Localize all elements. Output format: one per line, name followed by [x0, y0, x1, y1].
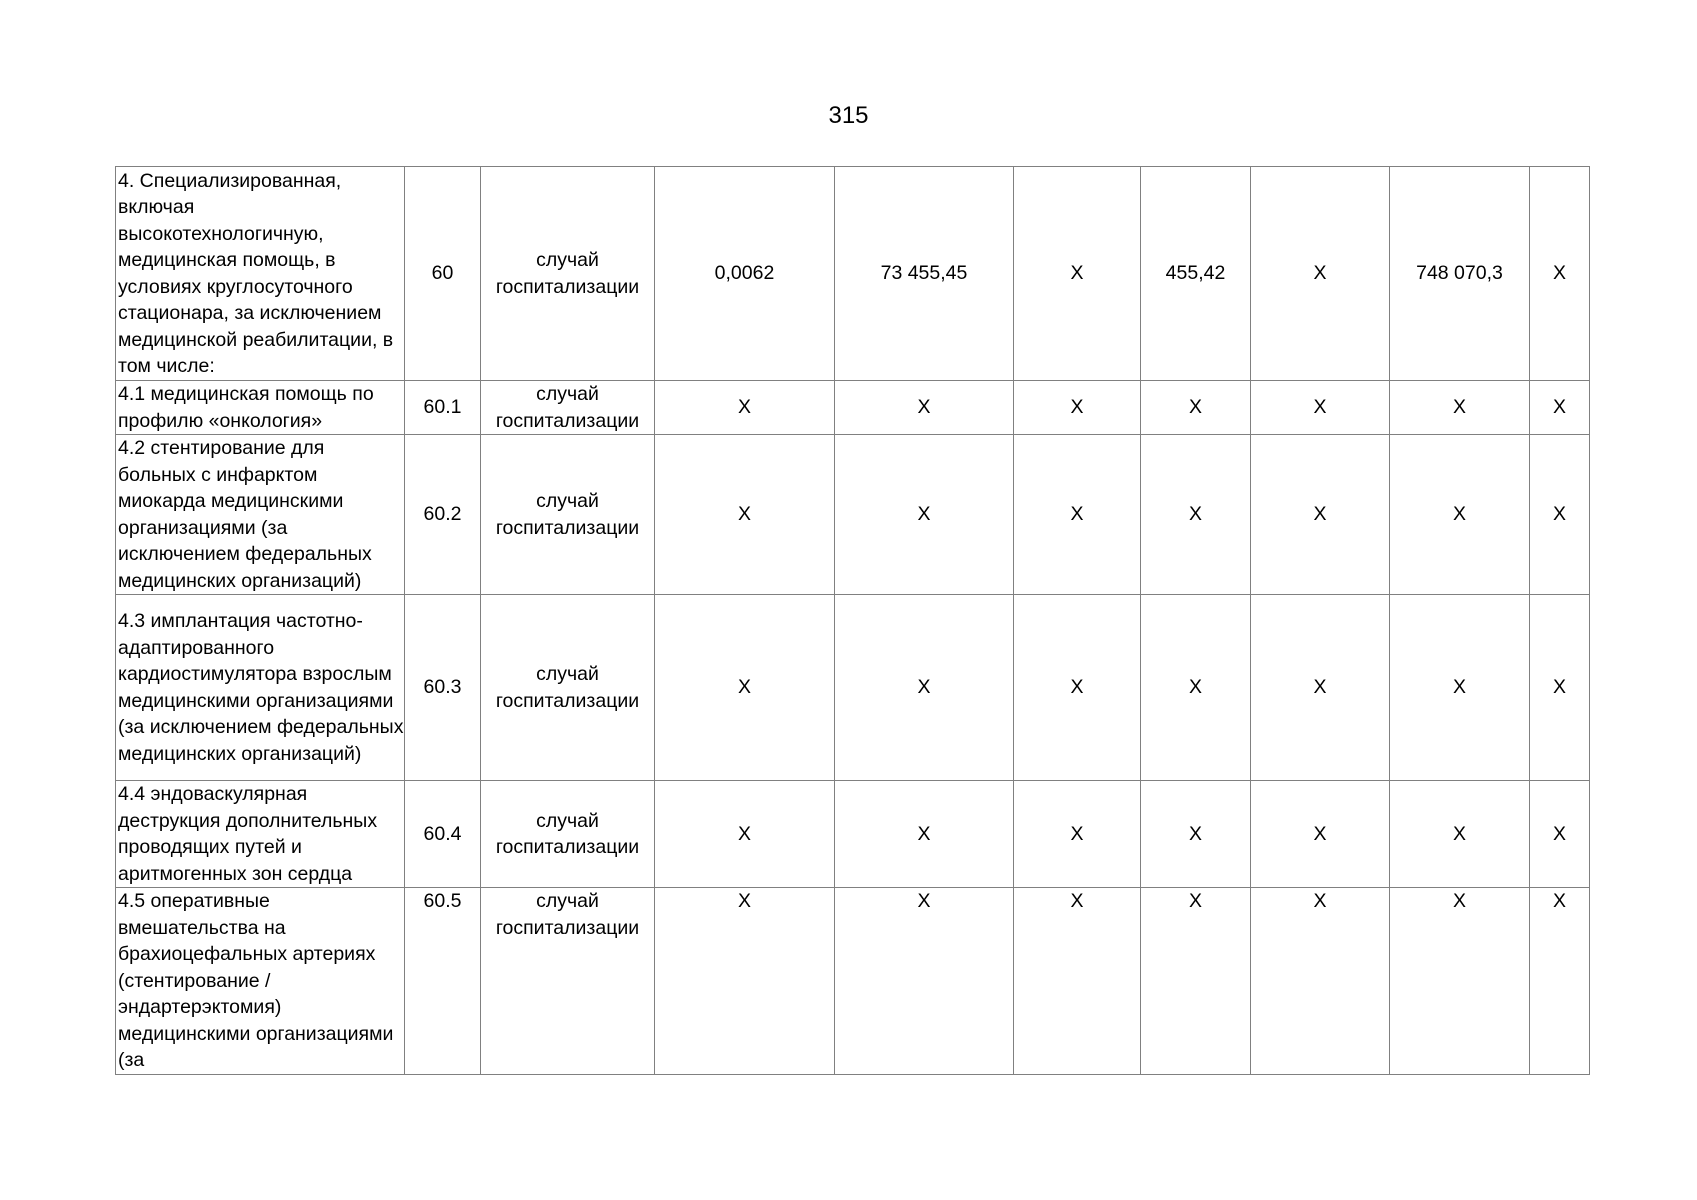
row-name-cell: 4. Специализированная, включая высокотехнологичную, медицинская помощь, в условиях круглосуточного стационара, за исключением медицинской реабилитации, в том числе:: [116, 167, 405, 381]
row-value-cell: Х: [1390, 888, 1530, 1075]
table-row: [116, 781, 1590, 888]
row-value-cell: 748 070,3: [1390, 167, 1530, 381]
row-value-cell: Х: [1014, 167, 1141, 381]
row-code-cell: 60: [405, 167, 481, 381]
row-value-cell: Х: [1390, 781, 1530, 888]
row-value-cell: Х: [1141, 888, 1251, 1075]
row-unit-cell: случай госпитализации: [481, 435, 655, 595]
row-value-cell: Х: [655, 435, 835, 595]
row-value-cell: Х: [835, 781, 1014, 888]
row-value-cell: Х: [1530, 781, 1590, 888]
row-name-cell: 4.2 стентирование для больных с инфарктом миокарда медицинскими организациями (за исключением федеральных медицинских организаций): [116, 435, 405, 595]
row-value-cell: 73 455,45: [835, 167, 1014, 381]
page-number: 315: [828, 102, 869, 129]
row-value-cell: Х: [1251, 781, 1390, 888]
row-value-cell: Х: [1014, 595, 1141, 781]
row-value-cell: Х: [655, 888, 835, 1075]
row-value-cell: Х: [1251, 435, 1390, 595]
table-row: [116, 167, 1590, 381]
row-value-cell: Х: [1014, 781, 1141, 888]
row-value-cell: Х: [655, 781, 835, 888]
row-value-cell: Х: [1141, 595, 1251, 781]
row-name-cell: 4.3 имплантация частотно-адаптированного кардиостимулятора взрослым медицинскими организациями (за исключением федеральных медицинских организаций): [116, 595, 405, 781]
row-value-cell: Х: [655, 595, 835, 781]
row-value-cell: Х: [1390, 381, 1530, 435]
row-unit-cell: случай госпитализации: [481, 381, 655, 435]
row-code-cell: 60.3: [405, 595, 481, 781]
row-value-cell: Х: [1251, 167, 1390, 381]
row-value-cell: Х: [1014, 381, 1141, 435]
row-value-cell: 455,42: [1141, 167, 1251, 381]
table-row: [116, 381, 1590, 435]
row-value-cell: 0,0062: [655, 167, 835, 381]
row-code-cell: 60.2: [405, 435, 481, 595]
table-row: [116, 595, 1590, 781]
row-unit-cell: случай госпитализации: [481, 595, 655, 781]
row-unit-cell: случай госпитализации: [481, 167, 655, 381]
row-value-cell: Х: [835, 888, 1014, 1075]
row-name-cell: 4.4 эндоваскулярная деструкция дополнительных проводящих путей и аритмогенных зон сердца: [116, 781, 405, 888]
row-code-cell: 60.4: [405, 781, 481, 888]
row-value-cell: Х: [1530, 435, 1590, 595]
row-value-cell: Х: [835, 595, 1014, 781]
row-name-cell: 4.1 медицинская помощь по профилю «онкология»: [116, 381, 405, 435]
row-value-cell: Х: [1530, 381, 1590, 435]
row-code-cell: 60.5: [405, 888, 481, 1075]
row-unit-cell: случай госпитализации: [481, 888, 655, 1075]
row-value-cell: Х: [835, 381, 1014, 435]
row-value-cell: Х: [1251, 381, 1390, 435]
row-value-cell: Х: [835, 435, 1014, 595]
row-value-cell: Х: [1251, 888, 1390, 1075]
row-value-cell: Х: [1530, 595, 1590, 781]
row-value-cell: Х: [1530, 888, 1590, 1075]
table-row: [116, 435, 1590, 595]
row-unit-cell: случай госпитализации: [481, 781, 655, 888]
row-value-cell: Х: [1141, 781, 1251, 888]
row-value-cell: Х: [1141, 381, 1251, 435]
row-value-cell: Х: [1390, 435, 1530, 595]
row-value-cell: Х: [1014, 888, 1141, 1075]
row-value-cell: Х: [1530, 167, 1590, 381]
row-value-cell: Х: [1390, 595, 1530, 781]
row-value-cell: Х: [655, 381, 835, 435]
row-value-cell: Х: [1251, 595, 1390, 781]
row-code-cell: 60.1: [405, 381, 481, 435]
data-table: [115, 166, 1590, 1075]
row-value-cell: Х: [1014, 435, 1141, 595]
row-name-cell: 4.5 оперативные вмешательства на брахиоцефальных артериях (стентирование / эндартерэктомия) медицинскими организациями (за: [116, 888, 405, 1075]
table-row: [116, 888, 1590, 1075]
row-value-cell: Х: [1141, 435, 1251, 595]
